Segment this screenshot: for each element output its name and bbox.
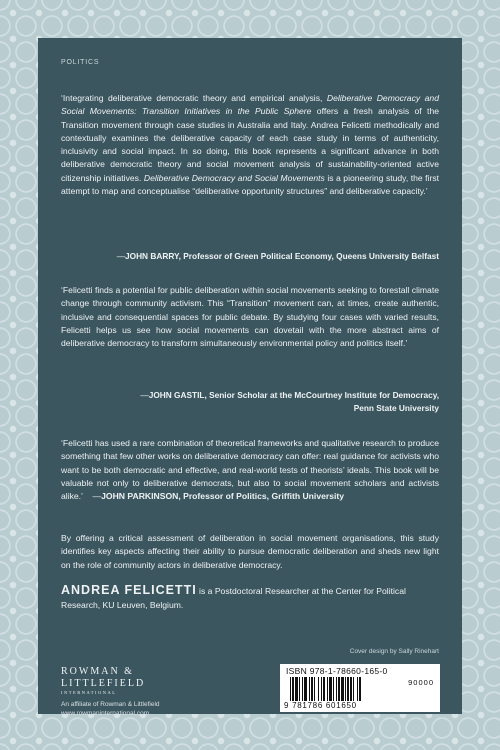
quote-barry-title: Deliberative Democracy and Social Movements: Transition Initiatives in the Public Sphere [61,93,439,117]
quote-parkinson-text: ‘Felicetti has used a rare combination of theoretical frameworks and qualitative research to produce something that few other works on deliberative democracy can offer: real guidance for activists who want to be both democratic and effective, and real-world tests of theorists’ ideals. This book will be valuable not only to deliberative democrats, but also to social movement scholars and activists alike.’ [61,438,439,502]
barcode-bar [295,677,298,701]
barcode-bar [302,677,303,701]
barcode-bar [321,677,322,701]
publisher-url: www.rowmaninternational.com [61,710,150,717]
publisher-affiliate: An affiliate of Rowman & Littlefield [61,701,160,708]
attribution-barry: —JOHN BARRY, Professor of Green Political Economy, Queens University Belfast [116,251,439,261]
publisher-line3: INTERNATIONAL [61,690,117,695]
barcode-bar [329,677,332,701]
price-code: 90000 [408,678,434,687]
barcode-block [280,664,440,712]
barcode-bar [309,677,310,701]
publisher-line2: LITTLEFIELD [61,678,146,689]
barcode-bar [292,677,294,701]
isbn-text: ISBN 978-1-78660-165-0 [286,666,388,676]
author-name: ANDREA FELICETTI [61,583,197,597]
author-bio-text: is a Postdoctoral Researcher at the Center for Political Research, KU Leuven, Belgium. [61,586,406,610]
author-bio [61,583,439,612]
back-cover-panel [38,38,462,717]
barcode-bar [290,677,291,701]
barcode-bar [333,677,334,701]
quote-barry-part3: is a pioneering study, the first attempt to map and conceptualise “deliberative opportunity structures” and deliberative capacity.’ [61,172,440,197]
quote-barry-title-short: Deliberative Democracy and Social Movements [143,172,325,183]
barcode-bar [327,677,328,701]
attribution-gastil-line2: Penn State University [353,403,439,414]
barcode-bar [345,677,346,701]
publisher-line1: ROWMAN & [61,666,134,677]
barcode-bar [314,677,315,701]
barcode-bar [336,677,337,701]
barcode-bar [347,677,349,701]
quote-barry [61,92,439,198]
barcode-bar [318,677,319,701]
summary-paragraph: By offering a critical assessment of deliberation in social movement organisations, this study identifies key aspects affecting their ability to pursue democratic deliberation and sheds new light on the role of community actors in deliberative democracy. [61,533,439,570]
barcode-bar [304,677,307,701]
ean-text: 9 781786 601650 [284,701,357,710]
barcode-bar [299,677,300,701]
barcode-bar [357,677,358,701]
barcode-bar [338,677,340,701]
publisher-logo [61,666,160,717]
barcode-bar [359,677,361,701]
barcode-bars [290,677,400,701]
attribution-gastil: —JOHN GASTIL, Senior Scholar at the McCourtney Institute for Democracy, Penn State University [140,389,439,416]
cover-design-credit: Cover design by Sally Rinehart [349,648,439,655]
quote-gastil: ‘Felicetti finds a potential for public deliberation within social movements seeking to forestall climate change through community activism. This “Transition” movement can, at times, create authentic, inclusive and consequential spaces for public debate. By studying four cases with varied results, Felicetti helps us see how social movements can dovetail with the more abstract aims of deliberative democracy to transform simultaneously environmental policy and politics itself.’ [61,285,439,349]
barcode-bar [341,677,344,701]
barcode-bar [311,677,313,701]
quote-parkinson: ‘Felicetti has used a rare combination of theoretical frameworks and qualitative research to produce something that few other works on deliberative democracy can offer: real guidance for activists who want to be both democratic and effective, and real-world tests of theorists’ ideals. This book will be valuable not only to deliberative democrats, but also to social movement scholars and activists alike.’ —JOHN PARKINSON, Professor of Politics, Griffith University [61,438,439,502]
attribution-barry-text: JOHN BARRY, Professor of Green Political Economy, Queens University Belfast [125,251,439,261]
attribution-gastil-line1: JOHN GASTIL, Senior Scholar at the McCourtney Institute for Democracy, [148,390,439,400]
attribution-parkinson: JOHN PARKINSON, Professor of Politics, Griffith University [101,491,345,502]
barcode-bar [350,677,352,701]
barcode-bar [353,677,354,701]
category-label: POLITICS [61,59,100,66]
quote-barry-part2: offers a fresh analysis of the Transition movement through case studies in Australia and Italy. Andrea Felicetti methodically and contextually examines the deliberative capacity of each case study in terms of authenticity, inclusivity and social impact. In so doing, this book represents a significant advance in both deliberative democratic theory and social movement analysis of sustainability-oriented active citizenship initiatives. [61,106,440,183]
quote-barry-part1: ‘Integrating deliberative democratic theory and empirical analysis, [61,93,327,103]
barcode-bar [323,677,325,701]
